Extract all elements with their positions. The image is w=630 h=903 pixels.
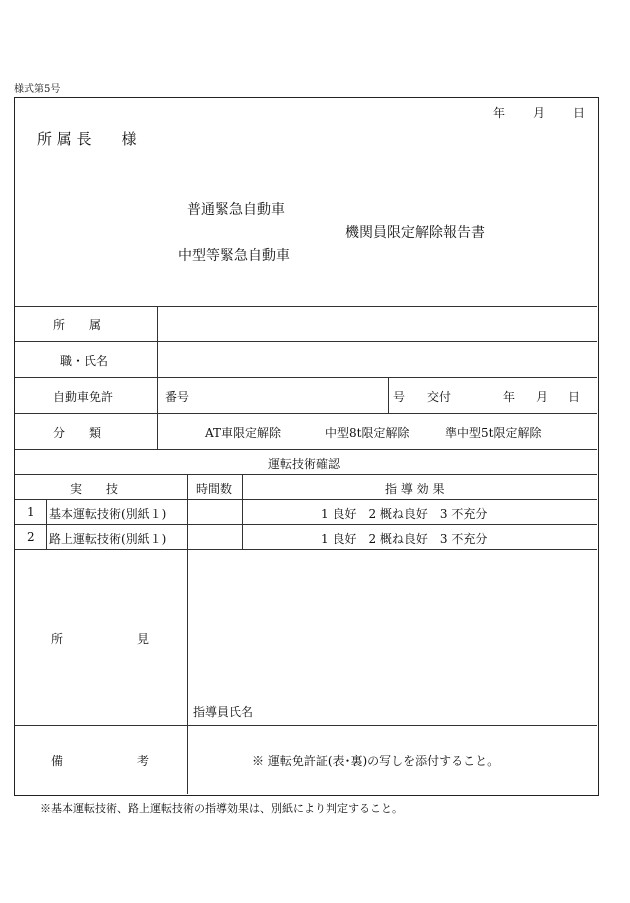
date-month: 月 — [533, 106, 546, 120]
affiliation-label: 所 属 — [53, 318, 102, 332]
addressee: 所 属 長 様 — [37, 130, 137, 148]
remarks-label-left: 備 — [51, 754, 64, 768]
skill-name: 路上運転技術(別紙１) — [49, 532, 167, 546]
remarks-text: ※ 運転免許証(表･裏)の写しを添付すること。 — [252, 754, 500, 768]
opinion-label-right: 見 — [137, 632, 150, 646]
title-line1: 普通緊急自動車 — [187, 202, 285, 218]
category-option: 準中型5t限定解除 — [445, 426, 542, 440]
skill-effect: 1 良好 2 概ね良好 3 不充分 — [321, 532, 488, 546]
col-hours: 時間数 — [196, 482, 233, 496]
col-effect: 指 導 効 果 — [385, 482, 445, 496]
instructor-name-label: 指導員氏名 — [193, 705, 254, 719]
issue-year: 年 — [503, 390, 516, 404]
divider — [15, 524, 597, 525]
date-day: 日 — [573, 106, 586, 120]
category-option: 中型8t限定解除 — [325, 426, 410, 440]
divider — [15, 499, 597, 500]
divider — [15, 306, 597, 307]
issue-day: 日 — [568, 390, 581, 404]
divider — [15, 549, 597, 550]
divider — [187, 474, 188, 794]
col-skill: 実 技 — [70, 482, 119, 496]
form-number: 様式第5号 — [14, 84, 61, 95]
divider — [15, 474, 597, 475]
title-line3: 中型等緊急自動車 — [178, 248, 290, 264]
issue-month: 月 — [536, 390, 549, 404]
issue-label: 交付 — [427, 390, 452, 404]
divider — [388, 377, 389, 413]
divider — [15, 377, 597, 378]
divider — [15, 413, 597, 414]
license-number-label: 番号 — [165, 390, 190, 404]
report-form — [14, 97, 599, 796]
section-title: 運転技術確認 — [268, 457, 341, 471]
date-year: 年 — [493, 106, 506, 120]
footnote: ※基本運転技術、路上運転技術の指導効果は、別紙により判定すること。 — [40, 802, 403, 815]
license-number-suffix: 号 — [393, 390, 406, 404]
remarks-label-right: 考 — [137, 754, 150, 768]
divider — [15, 725, 597, 726]
skill-no: 2 — [27, 530, 35, 544]
category-option: AT車限定解除 — [205, 426, 282, 440]
divider — [242, 474, 243, 549]
skill-name: 基本運転技術(別紙１) — [49, 507, 167, 521]
skill-no: 1 — [27, 505, 35, 519]
skill-effect: 1 良好 2 概ね良好 3 不充分 — [321, 507, 488, 521]
divider — [157, 306, 158, 449]
opinion-label-left: 所 — [51, 632, 64, 646]
divider — [15, 449, 597, 450]
category-label: 分 類 — [53, 426, 102, 440]
license-label: 自動車免許 — [53, 390, 114, 404]
divider — [15, 341, 597, 342]
divider — [46, 499, 47, 549]
title-line2: 機関員限定解除報告書 — [345, 225, 485, 241]
name-label: 職・氏名 — [60, 354, 109, 368]
